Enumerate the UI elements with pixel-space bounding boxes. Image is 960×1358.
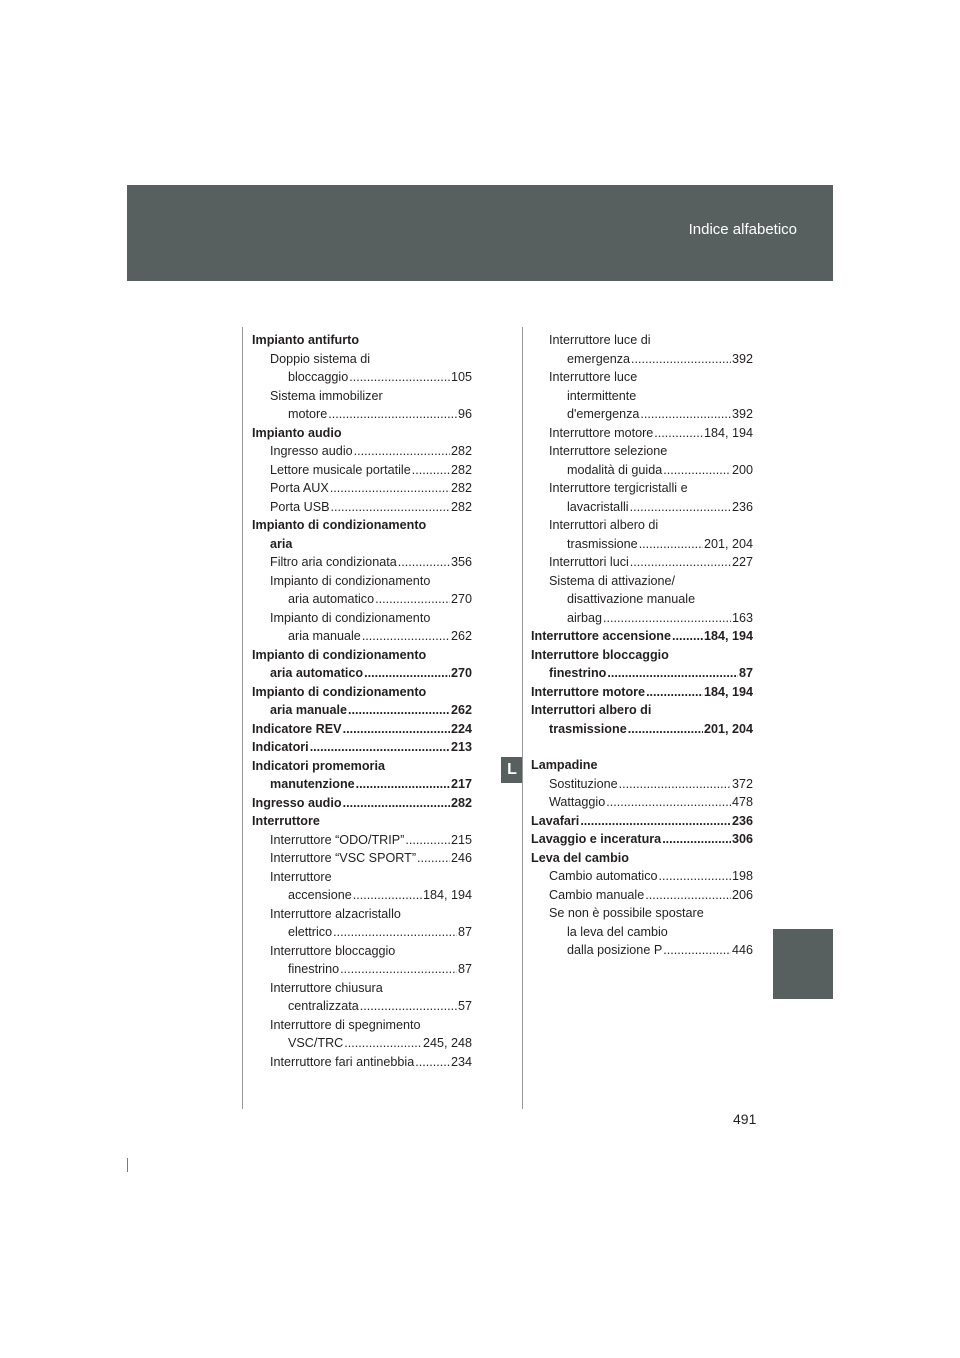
entry-text: Interruttore fari antinebbia bbox=[270, 1054, 415, 1069]
index-entry bbox=[252, 794, 472, 813]
page-reference: 478 bbox=[731, 795, 753, 809]
page-reference: 372 bbox=[731, 776, 753, 791]
index-entry bbox=[252, 720, 472, 739]
index-entry bbox=[531, 627, 753, 646]
entry-text: motore bbox=[288, 407, 328, 421]
dot-leader bbox=[310, 738, 450, 757]
entry-text: Interruttori albero di bbox=[531, 703, 652, 717]
entry-line bbox=[549, 368, 753, 387]
entry-text: Interruttore motore bbox=[549, 425, 654, 440]
entry-line bbox=[252, 664, 472, 683]
entry-line bbox=[531, 812, 753, 831]
dot-leader bbox=[343, 794, 450, 813]
dot-leader bbox=[349, 368, 450, 387]
side-thumb-tab bbox=[773, 929, 833, 999]
entry-line bbox=[270, 1016, 472, 1035]
entry-line bbox=[549, 331, 753, 350]
dot-leader bbox=[646, 683, 703, 702]
index-entry bbox=[252, 646, 472, 683]
entry-line bbox=[252, 720, 472, 739]
entry-text: Impianto di condizionamento bbox=[270, 610, 431, 625]
entry-line bbox=[252, 516, 472, 535]
dot-leader bbox=[331, 498, 450, 517]
entry-line bbox=[270, 350, 472, 369]
entry-text: aria manuale bbox=[270, 703, 348, 717]
index-entry bbox=[252, 757, 472, 794]
entry-line bbox=[549, 535, 753, 554]
index-subentry bbox=[252, 849, 472, 868]
index-subentry bbox=[252, 461, 472, 480]
page-reference: 236 bbox=[731, 499, 753, 514]
dot-leader bbox=[412, 461, 450, 480]
entry-line bbox=[549, 886, 753, 905]
entry-line bbox=[531, 627, 753, 646]
entry-line bbox=[270, 387, 472, 406]
entry-line bbox=[252, 738, 472, 757]
entry-line bbox=[270, 905, 472, 924]
entry-line bbox=[549, 442, 753, 461]
index-subentry bbox=[252, 905, 472, 942]
entry-text: Interruttore accensione bbox=[531, 629, 671, 643]
index-subentry bbox=[531, 516, 753, 553]
entry-text: la leva del cambio bbox=[567, 924, 668, 939]
entry-line bbox=[252, 757, 472, 776]
entry-line bbox=[549, 479, 753, 498]
entry-gap bbox=[531, 738, 753, 756]
index-subentry bbox=[252, 609, 472, 646]
entry-text: Interruttore bloccaggio bbox=[531, 647, 669, 662]
dot-leader bbox=[398, 553, 450, 572]
dot-leader bbox=[640, 405, 731, 424]
entry-line bbox=[252, 812, 472, 831]
entry-line bbox=[252, 331, 472, 350]
dot-leader bbox=[654, 424, 703, 443]
entry-text: aria automatico bbox=[270, 666, 364, 680]
page-reference: 392 bbox=[731, 407, 753, 421]
entry-text: airbag bbox=[567, 610, 603, 625]
entry-line bbox=[531, 683, 753, 702]
entry-line bbox=[270, 405, 472, 424]
dot-leader bbox=[375, 590, 450, 609]
index-entry bbox=[252, 516, 472, 553]
page-reference: 246 bbox=[450, 851, 472, 865]
page-reference: 184, 194 bbox=[703, 425, 753, 440]
index-subentry bbox=[252, 387, 472, 424]
index-subentry bbox=[531, 904, 753, 960]
page-reference: 270 bbox=[450, 666, 472, 680]
entry-text: accensione bbox=[288, 888, 352, 902]
index-subentry bbox=[531, 479, 753, 516]
entry-line bbox=[270, 849, 472, 868]
entry-text: Interruttore “VSC SPORT” bbox=[270, 851, 417, 865]
page-reference: 215 bbox=[450, 832, 472, 847]
index-subentry bbox=[252, 1053, 472, 1072]
index-entry bbox=[252, 331, 472, 350]
entry-line bbox=[531, 701, 753, 720]
entry-text: Ingresso audio bbox=[252, 795, 342, 810]
index-subentry bbox=[252, 442, 472, 461]
entry-text: Impianto antifurto bbox=[252, 333, 360, 347]
dot-leader bbox=[639, 535, 703, 554]
dot-leader bbox=[340, 960, 457, 979]
entry-line bbox=[252, 701, 472, 720]
dot-leader bbox=[603, 609, 731, 628]
entry-text: Impianto di condizionamento bbox=[252, 684, 427, 699]
entry-line bbox=[270, 1053, 472, 1072]
entry-line bbox=[270, 572, 472, 591]
page-reference: 198 bbox=[731, 869, 753, 883]
page-reference: 282 bbox=[450, 444, 472, 458]
page-reference: 262 bbox=[450, 629, 472, 643]
index-subentry bbox=[531, 793, 753, 812]
entry-line bbox=[549, 775, 753, 794]
header-band bbox=[127, 185, 833, 281]
entry-text: aria automatico bbox=[288, 592, 375, 606]
index-entry bbox=[252, 424, 472, 443]
entry-text: Filtro aria condizionata bbox=[270, 555, 397, 569]
index-entry bbox=[531, 812, 753, 831]
index-entry bbox=[531, 830, 753, 849]
entry-text: Interruttore chiusura bbox=[270, 980, 383, 995]
entry-text: bloccaggio bbox=[288, 370, 349, 384]
entry-line bbox=[270, 942, 472, 961]
dot-leader bbox=[328, 405, 457, 424]
page-reference: 213 bbox=[450, 740, 472, 754]
crop-mark bbox=[127, 1158, 128, 1172]
entry-text: centralizzata bbox=[288, 999, 359, 1013]
entry-text: VSC/TRC bbox=[288, 1036, 344, 1050]
entry-line bbox=[270, 886, 472, 905]
entry-text: Cambio manuale bbox=[549, 887, 645, 902]
entry-text: Leva del cambio bbox=[531, 850, 629, 865]
page-reference: 392 bbox=[731, 351, 753, 366]
index-subentry bbox=[531, 442, 753, 479]
entry-line bbox=[270, 979, 472, 998]
entry-line bbox=[531, 849, 753, 868]
page-reference: 87 bbox=[457, 962, 472, 976]
entry-line bbox=[252, 683, 472, 702]
entry-line bbox=[270, 960, 472, 979]
index-entry bbox=[531, 683, 753, 702]
page-reference: 356 bbox=[450, 555, 472, 569]
entry-text: Lampadine bbox=[531, 758, 598, 772]
page-reference: 245, 248 bbox=[422, 1036, 472, 1050]
index-entry bbox=[531, 849, 753, 868]
dot-leader bbox=[645, 886, 731, 905]
entry-text: finestrino bbox=[549, 666, 607, 680]
dot-leader bbox=[662, 830, 731, 849]
entry-line bbox=[549, 350, 753, 369]
dot-leader bbox=[606, 793, 731, 812]
entry-line bbox=[549, 405, 753, 424]
index-entry bbox=[252, 738, 472, 757]
entry-text: finestrino bbox=[288, 962, 340, 976]
dot-leader bbox=[362, 627, 450, 646]
entry-line bbox=[549, 572, 753, 591]
entry-text: Lettore musicale portatile bbox=[270, 462, 411, 477]
dot-leader bbox=[628, 720, 703, 739]
entry-text: modalità di guida bbox=[567, 462, 663, 477]
entry-line bbox=[252, 646, 472, 665]
entry-text: Lavafari bbox=[531, 813, 580, 828]
page-number: 491 bbox=[733, 1111, 757, 1127]
page-reference: 105 bbox=[450, 370, 472, 384]
entry-text: Interruttore alzacristallo bbox=[270, 906, 401, 921]
index-subentry bbox=[531, 775, 753, 794]
entry-text: Impianto di condizionamento bbox=[270, 573, 431, 588]
entry-text: Se non è possibile spostare bbox=[549, 906, 704, 920]
entry-line bbox=[531, 756, 753, 775]
dot-leader bbox=[364, 664, 450, 683]
entry-line bbox=[270, 498, 472, 517]
page-reference: 282 bbox=[450, 481, 472, 495]
dot-leader bbox=[630, 553, 731, 572]
dot-leader bbox=[343, 720, 450, 739]
entry-text: Indicatori bbox=[252, 740, 309, 754]
dot-leader bbox=[354, 442, 450, 461]
index-subentry bbox=[252, 553, 472, 572]
dot-leader bbox=[348, 701, 450, 720]
entry-line bbox=[549, 609, 753, 628]
index-entry bbox=[252, 812, 472, 831]
entry-line bbox=[270, 627, 472, 646]
entry-line bbox=[270, 609, 472, 628]
page-reference: 236 bbox=[731, 813, 753, 828]
entry-text: manutenzione bbox=[270, 777, 355, 791]
page-reference: 184, 194 bbox=[703, 629, 753, 643]
index-subentry bbox=[531, 867, 753, 886]
index-subentry bbox=[252, 1016, 472, 1053]
page-reference: 87 bbox=[457, 925, 472, 939]
entry-line bbox=[270, 553, 472, 572]
entry-line bbox=[531, 646, 753, 665]
entry-text: Interruttore motore bbox=[531, 684, 646, 699]
entry-line bbox=[549, 424, 753, 443]
entry-line bbox=[549, 553, 753, 572]
entry-line bbox=[531, 720, 753, 739]
entry-text: Interruttore luce di bbox=[549, 333, 651, 347]
page-reference: 282 bbox=[450, 462, 472, 477]
entry-text: Impianto di condizionamento bbox=[252, 647, 427, 662]
dot-leader bbox=[417, 849, 450, 868]
page-reference: 206 bbox=[731, 887, 753, 902]
entry-text: trasmissione bbox=[549, 721, 627, 736]
index-subentry bbox=[252, 479, 472, 498]
entry-line bbox=[549, 941, 753, 960]
entry-line bbox=[531, 664, 753, 683]
entry-text: Interruttore bbox=[270, 869, 332, 884]
page-reference: 227 bbox=[731, 555, 753, 569]
page-reference: 234 bbox=[450, 1054, 472, 1069]
dot-leader bbox=[672, 627, 703, 646]
entry-line bbox=[549, 516, 753, 535]
page-reference: 446 bbox=[731, 943, 753, 957]
index-subentry bbox=[252, 831, 472, 850]
index-entry bbox=[531, 646, 753, 683]
index-subentry bbox=[252, 350, 472, 387]
page-reference: 217 bbox=[450, 777, 472, 791]
index-entry bbox=[531, 701, 753, 738]
page-reference: 184, 194 bbox=[422, 888, 472, 902]
entry-line bbox=[270, 368, 472, 387]
entry-text: Interruttore “ODO/TRIP” bbox=[270, 832, 405, 847]
page-reference: 57 bbox=[457, 999, 472, 1013]
entry-text: disattivazione manuale bbox=[567, 592, 696, 606]
entry-line bbox=[270, 831, 472, 850]
entry-text: Impianto audio bbox=[252, 425, 342, 440]
dot-leader bbox=[333, 923, 457, 942]
entry-line bbox=[549, 923, 753, 942]
dot-leader bbox=[631, 350, 731, 369]
dot-leader bbox=[415, 1053, 450, 1072]
entry-line bbox=[252, 775, 472, 794]
dot-leader bbox=[405, 831, 450, 850]
entry-line bbox=[252, 424, 472, 443]
entry-text: trasmissione bbox=[567, 536, 638, 551]
entry-line bbox=[270, 923, 472, 942]
entry-text: Sistema immobilizer bbox=[270, 388, 383, 403]
entry-line bbox=[252, 535, 472, 554]
dot-leader bbox=[663, 941, 731, 960]
entry-line bbox=[549, 387, 753, 406]
dot-leader bbox=[330, 479, 450, 498]
entry-text: aria manuale bbox=[288, 629, 361, 643]
column-divider-middle bbox=[522, 327, 523, 1109]
column-divider-left bbox=[242, 327, 243, 1109]
index-subentry bbox=[252, 572, 472, 609]
section-title: Indice alfabetico bbox=[688, 221, 797, 238]
index-subentry bbox=[531, 886, 753, 905]
entry-text: Sistema di attivazione/ bbox=[549, 573, 675, 588]
index-column-left bbox=[252, 331, 472, 1071]
page-reference: 282 bbox=[450, 499, 472, 514]
entry-text: Cambio automatico bbox=[549, 869, 658, 883]
page-reference: 306 bbox=[731, 832, 753, 846]
index-entry bbox=[252, 683, 472, 720]
entry-text: Porta AUX bbox=[270, 481, 329, 495]
entry-line bbox=[549, 793, 753, 812]
page-reference: 201, 204 bbox=[703, 721, 753, 736]
index-subentry bbox=[531, 331, 753, 368]
entry-line bbox=[270, 461, 472, 480]
index-subentry bbox=[252, 979, 472, 1016]
dot-leader bbox=[356, 775, 450, 794]
page-reference: 282 bbox=[450, 795, 472, 810]
entry-text: intermittente bbox=[567, 388, 637, 403]
dot-leader bbox=[607, 664, 738, 683]
page-reference: 200 bbox=[731, 462, 753, 477]
index-column-right bbox=[531, 331, 753, 960]
page-reference: 184, 194 bbox=[703, 684, 753, 699]
entry-line bbox=[252, 794, 472, 813]
entry-text: Lavaggio e inceratura bbox=[531, 832, 662, 846]
letter-index-tab: L bbox=[501, 757, 523, 783]
entry-text: Interruttore luce bbox=[549, 370, 638, 384]
page-reference: 224 bbox=[450, 721, 472, 736]
entry-line bbox=[270, 442, 472, 461]
entry-text: Interruttore bloccaggio bbox=[270, 943, 396, 958]
entry-line bbox=[270, 479, 472, 498]
entry-text: Indicatori promemoria bbox=[252, 758, 385, 773]
entry-text: Porta USB bbox=[270, 499, 330, 514]
entry-text: emergenza bbox=[567, 351, 631, 366]
entry-line bbox=[549, 590, 753, 609]
entry-text: Doppio sistema di bbox=[270, 351, 371, 366]
index-subentry bbox=[531, 572, 753, 628]
page-reference: 163 bbox=[731, 610, 753, 625]
entry-text: Interruttore tergicristalli e bbox=[549, 481, 688, 495]
entry-text: aria bbox=[270, 536, 293, 551]
entry-text: elettrico bbox=[288, 925, 333, 939]
entry-line bbox=[270, 868, 472, 887]
entry-text: Interruttori luci bbox=[549, 555, 629, 569]
page-reference: 87 bbox=[738, 666, 753, 680]
entry-line bbox=[549, 867, 753, 886]
entry-text: Interruttori albero di bbox=[549, 518, 659, 532]
page-reference: 270 bbox=[450, 592, 472, 606]
dot-leader bbox=[360, 997, 457, 1016]
entry-line bbox=[549, 904, 753, 923]
entry-line bbox=[270, 1034, 472, 1053]
entry-text: d'emergenza bbox=[567, 407, 640, 421]
dot-leader bbox=[619, 775, 731, 794]
dot-leader bbox=[580, 812, 731, 831]
entry-line bbox=[531, 830, 753, 849]
entry-text: Impianto di condizionamento bbox=[252, 518, 427, 532]
index-subentry bbox=[252, 868, 472, 905]
dot-leader bbox=[659, 867, 731, 886]
entry-text: Indicatore REV bbox=[252, 721, 342, 736]
entry-text: Interruttore di spegnimento bbox=[270, 1017, 421, 1032]
entry-line bbox=[549, 461, 753, 480]
index-subentry bbox=[252, 498, 472, 517]
page-reference: 96 bbox=[457, 407, 472, 421]
index-subentry bbox=[531, 553, 753, 572]
index-subentry bbox=[531, 368, 753, 424]
entry-text: Interruttore selezione bbox=[549, 444, 668, 458]
entry-line bbox=[549, 498, 753, 517]
index-subentry bbox=[531, 424, 753, 443]
page-reference: 201, 204 bbox=[703, 536, 753, 551]
dot-leader bbox=[344, 1034, 422, 1053]
index-subentry bbox=[252, 942, 472, 979]
dot-leader bbox=[353, 886, 422, 905]
entry-text: Interruttore bbox=[252, 814, 320, 828]
entry-line bbox=[270, 997, 472, 1016]
entry-text: Ingresso audio bbox=[270, 444, 353, 458]
index-entry bbox=[531, 756, 753, 775]
page-reference: 262 bbox=[450, 703, 472, 717]
entry-text: Wattaggio bbox=[549, 795, 606, 809]
entry-text: dalla posizione P bbox=[567, 943, 663, 957]
entry-line bbox=[270, 590, 472, 609]
dot-leader bbox=[663, 461, 731, 480]
entry-text: lavacristalli bbox=[567, 499, 629, 514]
dot-leader bbox=[630, 498, 731, 517]
entry-text: Sostituzione bbox=[549, 776, 618, 791]
